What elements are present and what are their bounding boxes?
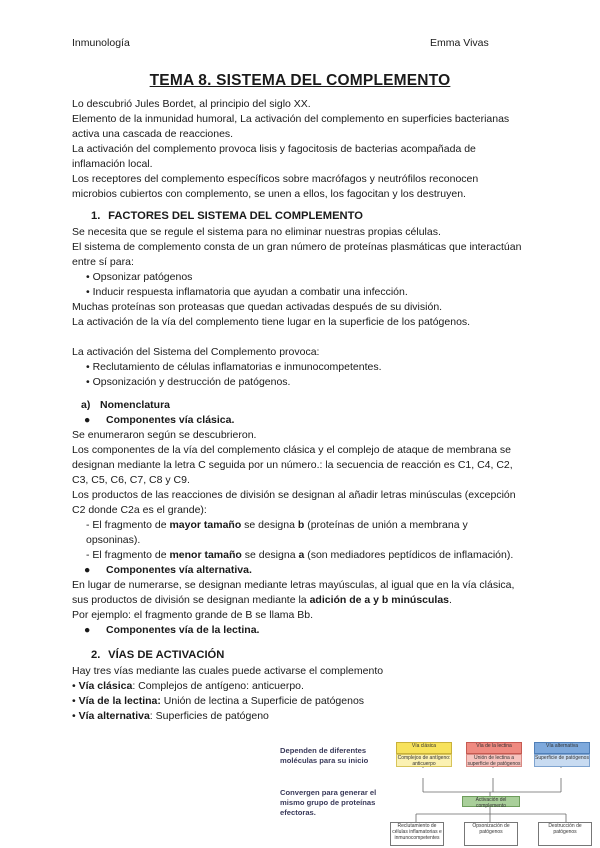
bullet: • xyxy=(72,695,79,707)
complement-pathways-diagram xyxy=(280,740,596,848)
pathway-item xyxy=(72,679,524,694)
complement-activation-box: Activación del complemento xyxy=(462,796,520,807)
text-run: (proteínas de unión a membrana y opsoninas). xyxy=(86,519,468,546)
effect-box-destruction: Destrucción de patógenos xyxy=(538,822,592,846)
section2-heading xyxy=(91,648,524,663)
text-run: se designa xyxy=(241,549,299,561)
paragraph: Hay tres vías mediante las cuales puede activarse el complemento xyxy=(72,665,384,677)
header-author: Emma Vivas xyxy=(430,37,489,49)
pathway-text: Unión de lectina a Superficie de patógenos xyxy=(160,695,365,707)
bullet: • xyxy=(72,710,79,722)
paragraph: El sistema de complemento consta de un gran número de proteínas plasmáticas que interactúan entre sí para: xyxy=(72,241,522,268)
text-run: - El fragmento de xyxy=(86,549,170,561)
pathway-box-lectin: Vía de la lectina xyxy=(466,742,522,754)
pathway-box-classical: Vía clásica xyxy=(396,742,452,754)
subsection-heading xyxy=(81,398,524,413)
dash-item xyxy=(72,548,524,563)
page-title: TEMA 8. SISTEMA DEL COMPLEMENTO xyxy=(149,72,451,89)
paragraph xyxy=(72,578,524,608)
bullet-dot: ● xyxy=(84,564,91,576)
trigger-box-lectin: Unión de lectina a superficie de patógenos xyxy=(467,755,521,767)
pathway-label: Vía clásica xyxy=(78,680,133,692)
component-heading-label: Componentes vía de la lectina. xyxy=(106,624,260,636)
list-item: • Opsonización y destrucción de patógenos. xyxy=(86,376,291,388)
list-item: • Opsonizar patógenos xyxy=(86,271,193,283)
bold-run: a xyxy=(298,549,305,561)
effect-box-opsonization: Opsonización de patógenos xyxy=(464,822,518,846)
paragraph: Por ejemplo: el fragmento grande de B se llama Bb. xyxy=(72,609,314,621)
section-title: VÍAS DE ACTIVACIÓN xyxy=(108,649,225,661)
component-heading xyxy=(84,563,524,578)
pathway-item xyxy=(72,709,524,724)
dash-item xyxy=(72,518,524,548)
paragraph: Los componentes de la vía del complemento clásica y el complejo de ataque de membrana se designan mediante la letra C seguida por un número.: la secuencia de reacción es C1, C4, C2, C3, C5, C6, C7, C8 y C9. xyxy=(72,444,513,486)
list-item: • Reclutamiento de células inflamatorias e inmunocompetentes. xyxy=(86,361,382,373)
document-body xyxy=(72,97,524,724)
section-title: FACTORES DEL SISTEMA DEL COMPLEMENTO xyxy=(108,210,363,222)
diagram-caption-converge: Convergen para generar el mismo grupo de proteínas efectoras. xyxy=(280,788,377,817)
bold-run: menor tamaño xyxy=(169,549,242,561)
bullet-dot: ● xyxy=(84,624,91,636)
component-heading xyxy=(84,413,524,428)
section1-heading xyxy=(91,209,524,224)
bold-run: b xyxy=(297,519,305,531)
bold-run: mayor tamaño xyxy=(169,519,242,531)
text-run: (son mediadores peptídicos de inflamación). xyxy=(304,549,514,561)
paragraph: Muchas proteínas son proteasas que quedan activadas después de su división. xyxy=(72,301,443,313)
intro-paragraph: Los receptores del complemento específicos sobre macrófagos y neutrófilos reconocen microbios cubiertos con complemento, se unen a ellos, los fagocitan y los destruyen. xyxy=(72,173,479,200)
pathway-box-alternative: Vía alternativa xyxy=(534,742,590,754)
subsection-title: Nomenclatura xyxy=(100,399,171,411)
intro-paragraph: Lo descubrió Jules Bordet, al principio del siglo XX. xyxy=(72,98,311,110)
paragraph: Los productos de las reacciones de división se designan al añadir letras minúsculas (excepción C2 donde C2a es el grande): xyxy=(72,489,516,516)
section-number: 1. xyxy=(91,210,101,222)
intro-paragraph: Elemento de la inmunidad humoral, La activación del complemento en superficies bacterianas activa una cascada de reacciones. xyxy=(72,113,510,140)
bold-run: adición de a y b minúsculas xyxy=(309,594,450,606)
intro-paragraph: La activación del complemento provoca lisis y fagocitosis de bacterias acompañada de inflamación local. xyxy=(72,143,476,170)
text-run: se designa xyxy=(241,519,298,531)
bullet: • xyxy=(72,680,79,692)
text-run: . xyxy=(449,594,452,606)
bullet-dot: ● xyxy=(84,414,91,426)
header-subject: Inmunología xyxy=(72,37,130,49)
pathway-label: Vía de la lectina: xyxy=(78,695,161,707)
pathway-label: Vía alternativa xyxy=(78,710,150,722)
paragraph: Se necesita que se regule el sistema para no eliminar nuestras propias células. xyxy=(72,226,441,238)
paragraph: Se enumeraron según se descubrieron. xyxy=(72,429,257,441)
component-heading-label: Componentes vía clásica. xyxy=(106,414,235,426)
trigger-box-alternative: Superficie de patógenos xyxy=(534,754,590,767)
effect-box-recruitment: Reclutamiento de células inflamatorias e inmunocompetentes xyxy=(390,822,444,846)
pathway-text: : Complejos de antígeno: anticuerpo. xyxy=(132,680,304,692)
paragraph: La activación de la vía del complemento tiene lugar en la superficie de los patógenos. xyxy=(72,316,471,328)
subsection-letter: a) xyxy=(81,399,91,411)
component-heading-label: Componentes vía alternativa. xyxy=(106,564,252,576)
section-number: 2. xyxy=(91,649,101,661)
pathway-item xyxy=(72,694,524,709)
pathway-text: : Superficies de patógeno xyxy=(149,710,269,722)
text-run: En lugar de numerarse, se designan mediante letras mayúsculas, al igual que en la vía clásica, sus productos de división se designan mediante la xyxy=(72,579,515,606)
diagram-caption-start: Dependen de diferentes moléculas para su inicio xyxy=(280,746,369,765)
list-item: • Inducir respuesta inflamatoria que ayudan a combatir una infección. xyxy=(86,286,408,298)
paragraph: La activación del Sistema del Complemento provoca: xyxy=(72,346,320,358)
component-heading xyxy=(84,623,524,638)
trigger-box-classical: Complejos de antígeno: anticuerpo xyxy=(397,755,451,767)
text-run: - El fragmento de xyxy=(86,519,170,531)
